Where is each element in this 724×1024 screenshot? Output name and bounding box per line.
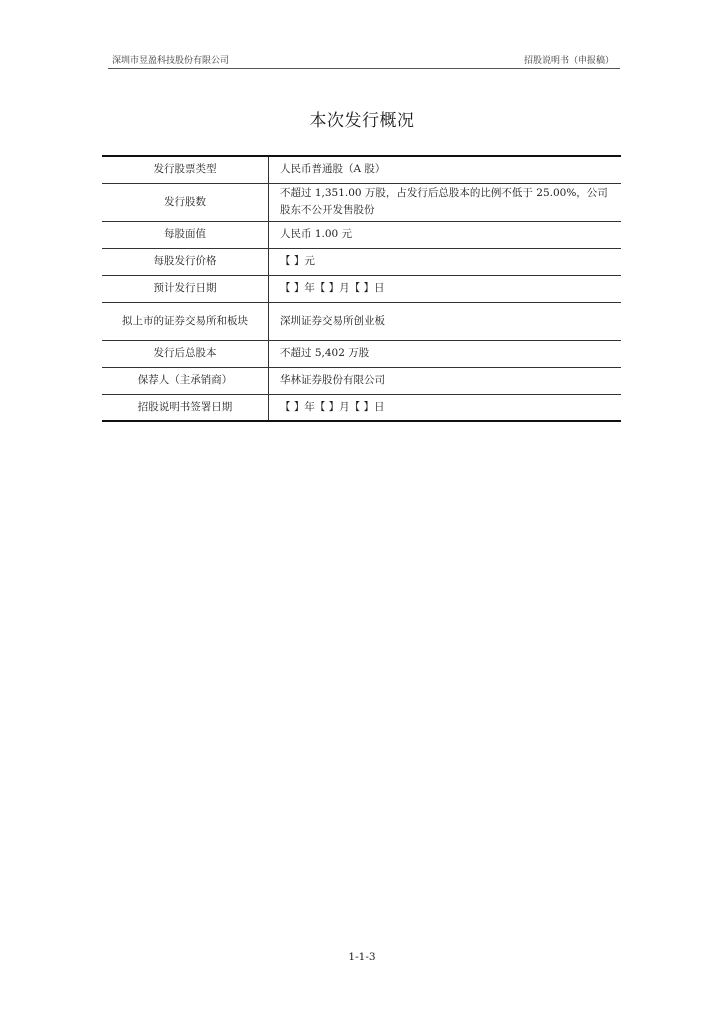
table-row — [102, 183, 621, 221]
row-label: 每股面值 — [102, 221, 269, 248]
table-row — [102, 156, 621, 183]
row-value: 深圳证券交易所创业板 — [280, 314, 385, 327]
header-document-type: 招股说明书（申报稿） — [523, 56, 614, 66]
row-value: 【 】年【 】月【 】日 — [280, 282, 385, 294]
table-row — [102, 394, 621, 421]
row-value: 华林证券股份有限公司 — [280, 374, 385, 386]
row-value: 不超过 5,402 万股 — [280, 347, 370, 359]
row-value: 人民币普通股（A 股） — [280, 163, 386, 176]
row-label: 每股发行价格 — [102, 248, 269, 275]
table-row — [102, 302, 621, 340]
row-label: 招股说明书签署日期 — [102, 394, 269, 421]
row-value: 【 】年【 】月【 】日 — [280, 400, 385, 413]
table-row — [102, 340, 621, 367]
row-label: 发行后总股本 — [102, 340, 269, 367]
row-label: 拟上市的证券交易所和板块 — [102, 302, 269, 340]
row-label: 保荐人（主承销商） — [102, 367, 269, 394]
row-value: 人民币 1.00 元 — [280, 228, 353, 240]
offering-overview-table — [102, 155, 621, 422]
row-value: 不超过 1,351.00 万股，占发行后总股本的比例不低于 25.00%，公司股东不公开发售股份 — [280, 187, 608, 216]
table-row — [102, 221, 621, 248]
page-header — [108, 50, 620, 69]
header-company-name: 深圳市昱盈科技股份有限公司 — [112, 56, 230, 66]
table-row — [102, 275, 621, 302]
row-label: 预计发行日期 — [102, 275, 269, 302]
row-label: 发行股数 — [102, 183, 269, 221]
row-value: 【 】元 — [280, 255, 315, 267]
page-number: 1-1-3 — [348, 951, 376, 963]
row-label: 发行股票类型 — [102, 156, 269, 183]
table-row — [102, 248, 621, 275]
page-title: 本次发行概况 — [309, 111, 415, 131]
table-row — [102, 367, 621, 394]
